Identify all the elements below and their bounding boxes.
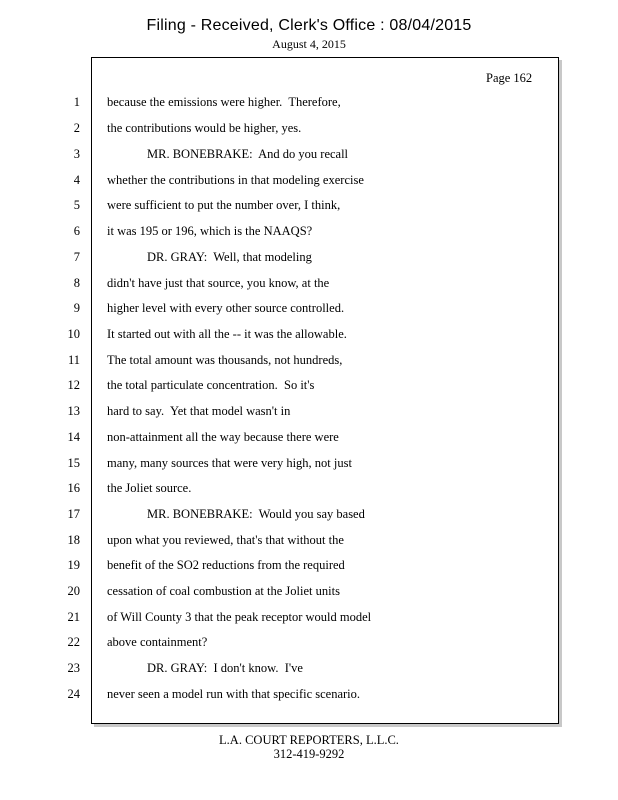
line-number: 10 (67, 327, 80, 341)
line-number: 12 (67, 378, 80, 392)
transcript-line: the Joliet source. (107, 481, 192, 495)
line-number: 19 (67, 558, 80, 572)
line-number: 16 (67, 481, 80, 495)
line-number: 6 (73, 224, 80, 238)
line-number: 23 (67, 661, 80, 675)
line-number: 15 (67, 456, 80, 470)
line-number: 14 (67, 430, 80, 444)
transcript-line: MR. BONEBRAKE: Would you say based (147, 507, 365, 521)
transcript-line: hard to say. Yet that model wasn't in (107, 404, 291, 418)
line-number: 4 (73, 173, 80, 187)
transcript-line: MR. BONEBRAKE: And do you recall (147, 147, 349, 161)
line-number: 8 (73, 276, 80, 290)
page-number: Page 162 (486, 71, 533, 85)
transcript-line: the contributions would be higher, yes. (107, 121, 302, 135)
transcript-line: many, many sources that were very high, not just (107, 456, 352, 470)
line-number: 17 (67, 507, 80, 521)
reporter-phone: 312-419-9292 (273, 747, 345, 761)
line-number: 21 (67, 610, 80, 624)
transcript-line: higher level with every other source controlled. (107, 301, 345, 315)
transcript-line: didn't have just that source, you know, at the (107, 276, 330, 290)
line-number: 20 (67, 584, 80, 598)
transcript-line: upon what you reviewed, that's that without the (107, 533, 344, 547)
transcript-line: of Will County 3 that the peak receptor would model (107, 610, 372, 624)
line-number: 2 (73, 121, 80, 135)
transcript-line: the total particulate concentration. So it's (107, 378, 315, 392)
filing-stamp: Filing - Received, Clerk's Office : 08/04/2015 (146, 17, 472, 34)
transcript-line: because the emissions were higher. Therefore, (107, 95, 341, 109)
line-number: 18 (67, 533, 80, 547)
line-number: 3 (73, 147, 80, 161)
line-number: 11 (67, 353, 80, 367)
transcript-line: DR. GRAY: I don't know. I've (147, 661, 303, 675)
line-number: 1 (73, 95, 80, 109)
transcript-line: cessation of coal combustion at the Joliet units (107, 584, 340, 598)
transcript-line: whether the contributions in that modeling exercise (107, 173, 364, 187)
line-number: 22 (67, 635, 80, 649)
transcript-line: It started out with all the -- it was the allowable. (107, 327, 347, 341)
transcript-line: were sufficient to put the number over, I think, (107, 198, 341, 212)
line-number: 24 (67, 687, 80, 701)
transcript-line: never seen a model run with that specific scenario. (107, 687, 361, 701)
line-number: 5 (73, 198, 80, 212)
transcript-line: DR. GRAY: Well, that modeling (147, 250, 312, 264)
transcript-line: non-attainment all the way because there were (107, 430, 339, 444)
line-number: 7 (73, 250, 80, 264)
line-number: 13 (67, 404, 80, 418)
transcript-line: benefit of the SO2 reductions from the required (107, 558, 345, 572)
transcript-line: above containment? (107, 635, 208, 649)
filing-date: August 4, 2015 (272, 37, 346, 51)
transcript-line: it was 195 or 196, which is the NAAQS? (107, 224, 313, 238)
transcript-line: The total amount was thousands, not hundreds, (107, 353, 343, 367)
line-number: 9 (73, 301, 80, 315)
reporter-company: L.A. COURT REPORTERS, L.L.C. (219, 733, 399, 747)
